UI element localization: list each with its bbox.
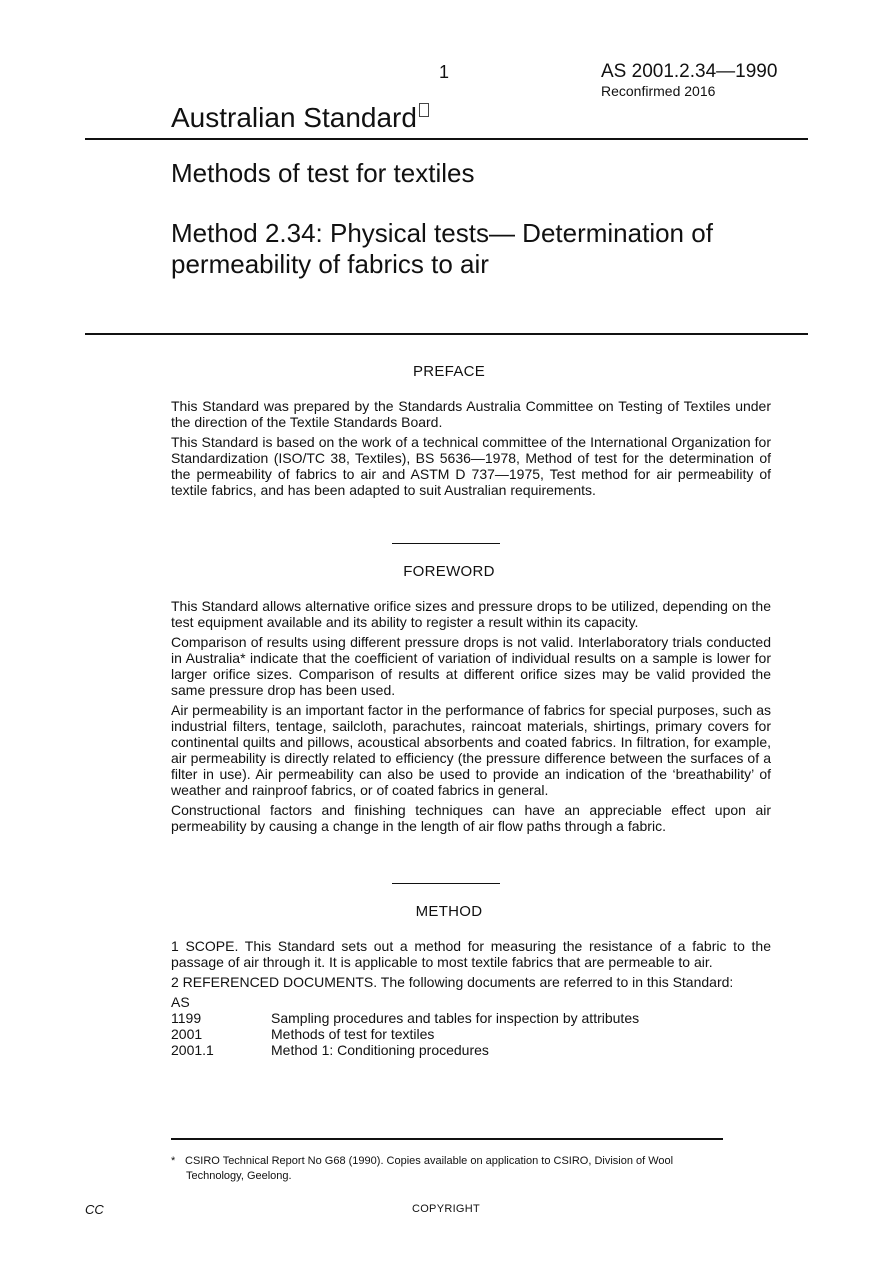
footnote-marker: * (171, 1155, 176, 1167)
ref-description: Sampling procedures and tables for inspection by attributes (271, 1010, 640, 1026)
method-heading: METHOD (415, 903, 483, 920)
method-paragraph: 2 REFERENCED DOCUMENTS. The following documents are referred to in this Standard: (171, 974, 734, 990)
method-body (171, 938, 771, 1058)
section-divider (392, 543, 500, 544)
title-rule (85, 333, 808, 335)
refs-label: AS (171, 994, 190, 1010)
document-title: Methods of test for textiles (171, 158, 475, 188)
ref-code: 2001 (171, 1026, 203, 1042)
series-title-text: Australian Standard (171, 102, 417, 133)
page-number: 1 (439, 62, 450, 82)
ref-description: Methods of test for textiles (271, 1026, 435, 1042)
ref-code: 2001.1 (171, 1042, 214, 1058)
method-paragraph: 1 SCOPE. This Standard sets out a method for measuring the resistance of a fabric to the passage of air through it. It is applicable to most textile fabrics that are permeable to air. (171, 938, 771, 970)
preface-heading: PREFACE (412, 363, 486, 380)
foreword-heading: FOREWORD (403, 563, 495, 580)
preface-body (171, 398, 771, 502)
foreword-paragraph: Constructional factors and finishing techniques can have an appreciable effect upon air permeability by causing a change in the length of air flow paths through a fabric. (171, 802, 771, 834)
footnote-rule (171, 1138, 723, 1140)
footer-left-mark: CC (85, 1202, 104, 1217)
footnote (171, 1154, 771, 1184)
ref-description: Method 1: Conditioning procedures (271, 1042, 489, 1058)
foreword-body (171, 598, 771, 838)
ref-code: 1199 (171, 1010, 202, 1026)
standard-number: AS 2001.2.34—1990 (601, 61, 778, 82)
section-divider (392, 883, 500, 884)
preface-paragraph: This Standard is based on the work of a technical committee of the International Organization for Standardization (ISO/TC 38, Textiles), BS 5636—1978, Method of test for the determination of the permeability of fabrics to air and ASTM D 737—1975, Test method for air permeability of textile fabrics, and has been adapted to suit Australian requirements. (171, 434, 771, 498)
list-item (171, 1010, 771, 1026)
trademark-box-icon (419, 103, 429, 117)
list-item (171, 1042, 771, 1058)
referenced-documents-list (171, 994, 771, 1058)
footnote-text-continued: Technology, Geelong. (186, 1170, 292, 1182)
preface-paragraph: This Standard was prepared by the Standards Australia Committee on Testing of Textiles under the direction of the Textile Standards Board. (171, 398, 771, 430)
list-item (171, 1026, 771, 1042)
header-rule (85, 138, 808, 140)
footnote-text: CSIRO Technical Report No G68 (1990). Copies available on application to CSIRO, Division of Wool (185, 1155, 674, 1167)
method-title: Method 2.34: Physical tests— Determination of permeability of fabrics to air (171, 218, 713, 279)
foreword-paragraph: Comparison of results using different pressure drops is not valid. Interlaboratory trials conducted in Australia* indicate that the coefficient of variation of individual results on a sample is lower for larger orifice sizes. Comparison of results at different orifice sizes may be valid provided the same pressure drop has been used. (171, 634, 771, 698)
foreword-paragraph: Air permeability is an important factor in the performance of fabrics for special purposes, such as industrial filters, tentage, sailcloth, parachutes, raincoat materials, shirtings, primary covers for continental quilts and pillows, acoustical absorbents and coated fabrics. In filtration, for example, air permeability is directly related to efficiency (the pressure difference between the surfaces of a filter in use). Air permeability can also be used to provide an indication of the ‘breathability’ of weather and rainproof fabrics, or of coated fabrics in general. (171, 702, 771, 798)
reconfirmed-note: Reconfirmed 2016 (601, 83, 716, 99)
foreword-paragraph: This Standard allows alternative orifice sizes and pressure drops to be utilized, depending on the test equipment available and its ability to register a result within its capacity. (171, 598, 771, 630)
copyright-notice: COPYRIGHT (411, 1203, 481, 1215)
series-title (171, 102, 429, 134)
